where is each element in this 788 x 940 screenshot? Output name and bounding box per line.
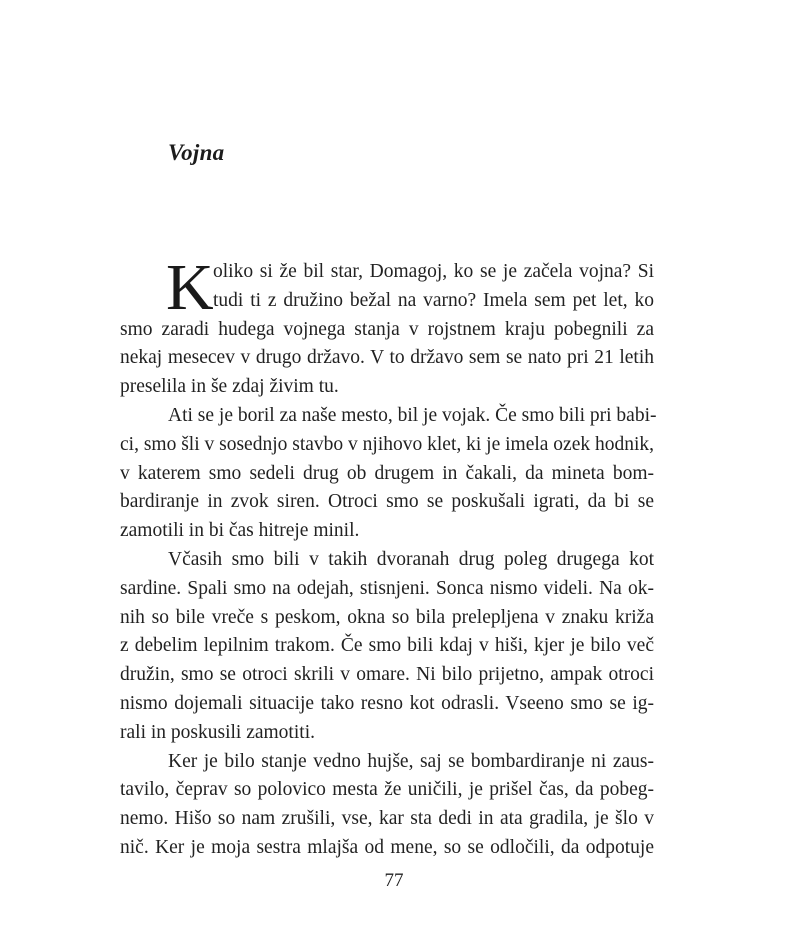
body-text (120, 251, 657, 863)
chapter-title: Vojna (168, 140, 225, 165)
text-line: Včasih smo bili v takih dvoranah drug poleg drugega kot (168, 548, 654, 570)
text-line: Ati se je boril za naše mesto, bil je vojak. Če smo bili pri babi- (168, 404, 657, 426)
text-line: Ker je bilo stanje vedno hujše, saj se bombardiranje ni zaus- (168, 750, 654, 772)
text-line: nemo. Hišo so nam zrušili, vse, kar sta dedi in ata gradila, je šlo v (120, 808, 654, 830)
text-line: nič. Ker je moja sestra mlajša od mene, so se odločili, da odpotuje (120, 836, 654, 858)
paragraph (120, 402, 657, 546)
page-number: 77 (384, 870, 404, 891)
text-line: sardine. Spali smo na odejah, stisnjeni. Sonca nismo videli. Na ok- (120, 577, 654, 599)
text-line: v katerem smo sedeli drug ob drugem in čakali, da mineta bom- (120, 462, 654, 484)
text-line: rali in poskusili zamotiti. (120, 721, 315, 743)
paragraph (120, 748, 654, 863)
text-line: ci, smo šli v sosednjo stavbo v njihovo klet, ki je imela ozek hodnik, (120, 433, 655, 455)
text-line: smo zaradi hudega vojnega stanja v rojstnem kraju pobegnili za (120, 318, 654, 340)
text-line: tavilo, čeprav so polovico mesta že uničili, je prišel čas, da pobeg- (120, 779, 654, 801)
text-line: z debelim lepilnim trakom. Če smo bili kdaj v hiši, kjer je bilo več (120, 635, 654, 657)
text-line: preselila in še zdaj živim tu. (120, 376, 339, 398)
text-line: oliko si že bil star, Domagoj, ko se je začela vojna? Si (213, 261, 654, 282)
paragraph (120, 546, 654, 748)
text-line: bardiranje in zvok siren. Otroci smo se poskušali igrati, da bi se (120, 491, 654, 513)
text-line: nih so bile vreče s peskom, okna so bila prelepljena v znaku križa (120, 606, 654, 628)
text-line: nismo dojemali situacije tako resno kot odrasli. Vseeno smo se ig- (120, 692, 654, 714)
text-line: tudi ti z družino bežal na varno? Imela sem pet let, ko (213, 289, 654, 311)
text-line: nekaj mesecev v drugo državo. V to državo sem se nato pri 21 letih (120, 347, 654, 369)
text-line: zamotili in bi čas hitreje minil. (120, 520, 360, 542)
drop-cap: K (166, 251, 214, 324)
text-line: družin, smo se otroci skrili v omare. Ni bilo prijetno, ampak otroci (120, 664, 654, 686)
